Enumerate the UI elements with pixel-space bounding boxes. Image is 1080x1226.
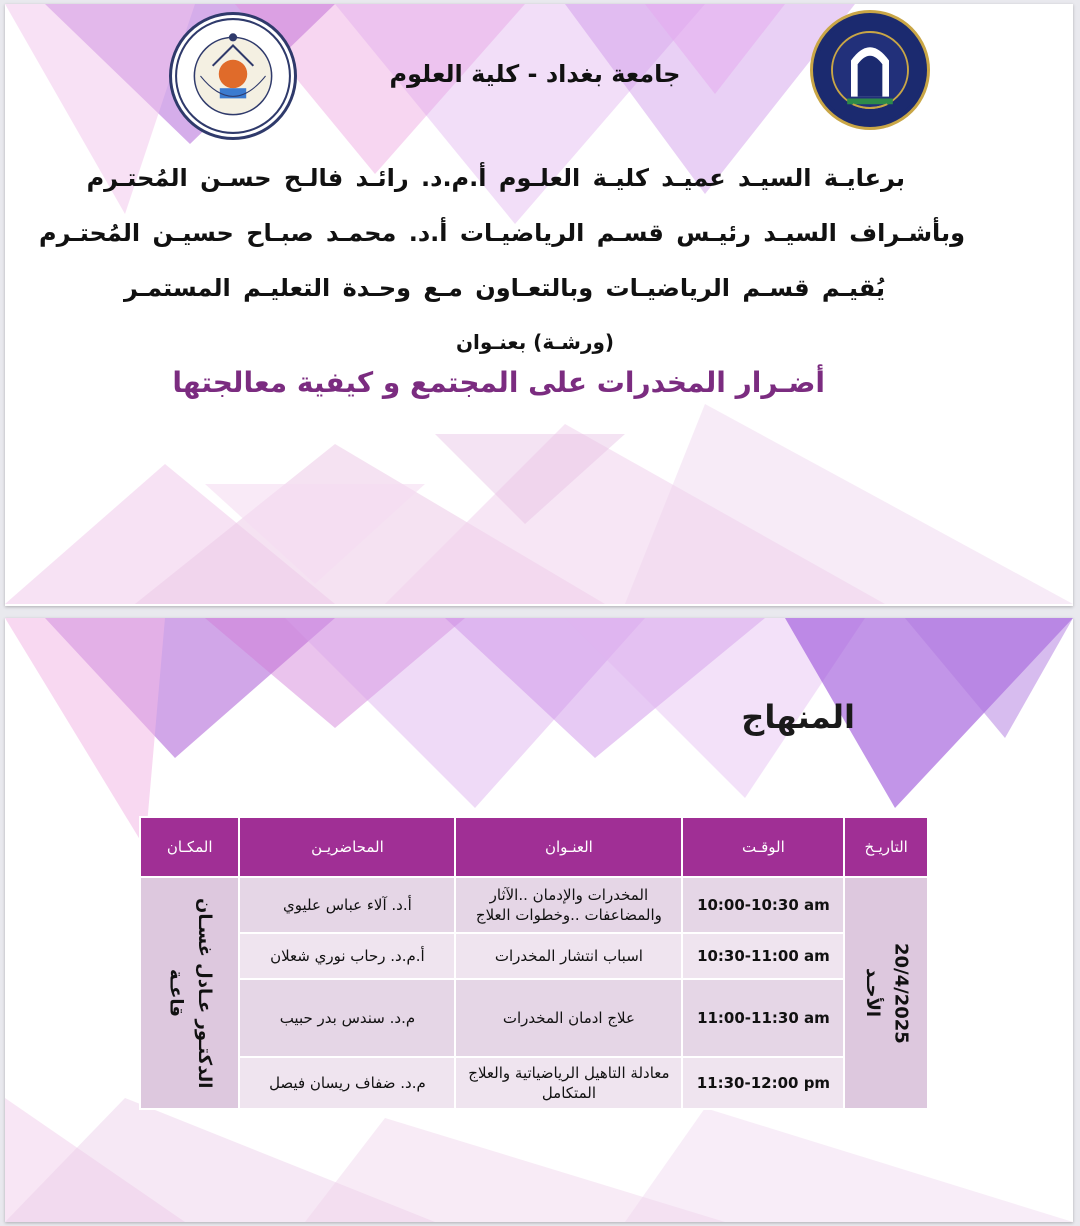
time-cell: 11:00-11:30 am: [682, 979, 844, 1057]
topic-cell: معادلة التاهيل الرياضياتية والعلاج المتكامل: [455, 1057, 682, 1109]
date-number: 20/4/2025: [890, 942, 912, 1044]
topic-cell: علاج ادمان المخدرات: [455, 979, 682, 1057]
table-row: [140, 933, 928, 979]
lecturer-cell: أ.م.د. رحاب نوري شعلان: [239, 933, 455, 979]
place-cell: [140, 877, 239, 1109]
table-row: [140, 877, 928, 933]
schedule-page: [5, 618, 1073, 1222]
supervision-line: وبأشـراف السيـد رئيـس قسـم الرياضيـات أ.د. محمـد صبـاح حسيـن المُحتـرم: [39, 219, 965, 247]
header-topic: العنـوان: [455, 817, 682, 877]
workshop-title: أضـرار المخدرات على المجتمع و كيفية معالجتها: [172, 366, 825, 399]
college-seal-emblem-icon: [172, 15, 294, 137]
topic-cell: المخدرات والإدمان ..الآثار والمضاعفات ..وخطوات العلاج: [455, 877, 682, 933]
university-college-header: جامعة بغداد - كلية العلوم: [389, 60, 681, 88]
header-place: المكـان: [140, 817, 239, 877]
place-line-2: الدكتـور عـادل غسـان: [194, 897, 216, 1089]
lecturer-cell: م.د. سندس بدر حبيب: [239, 979, 455, 1057]
header-date: التاريـخ: [844, 817, 928, 877]
university-of-baghdad-seal: [810, 10, 930, 130]
workshop-label: (ورشـة) بعنـوان: [455, 330, 615, 354]
lecturer-cell: أ.د. آلاء عباس عليوي: [239, 877, 455, 933]
invitation-page: [5, 4, 1073, 606]
program-section-title: المنهاج: [741, 698, 855, 736]
college-of-science-seal: [169, 12, 297, 140]
patronage-line: برعايـة السيـد عميـد كليـة العلـوم أ.م.د. رائـد فالـح حسـن المُحتـرم: [86, 164, 905, 192]
lecturer-cell: م.د. ضفاف ريسان فيصل: [239, 1057, 455, 1109]
header-lecturers: المحاضريـن: [239, 817, 455, 877]
university-seal-emblem-icon: [813, 13, 927, 127]
place-line-1: قاعـة: [165, 969, 187, 1017]
time-cell: 11:30-12:00 pm: [682, 1057, 844, 1109]
organizer-line: يُقيـم قسـم الرياضيـات وبالتعـاون مـع وحـدة التعليـم المستمـر: [123, 274, 885, 302]
time-cell: 10:00-10:30 am: [682, 877, 844, 933]
date-day: الأحـد: [862, 968, 884, 1018]
topic-cell: اسباب انتشار المخدرات: [455, 933, 682, 979]
schedule-table: [139, 816, 929, 1110]
table-row: [140, 1057, 928, 1109]
time-cell: 10:30-11:00 am: [682, 933, 844, 979]
table-header-row: [140, 817, 928, 877]
table-row: [140, 979, 928, 1057]
date-cell: [844, 877, 928, 1109]
header-time: الوقـت: [682, 817, 844, 877]
